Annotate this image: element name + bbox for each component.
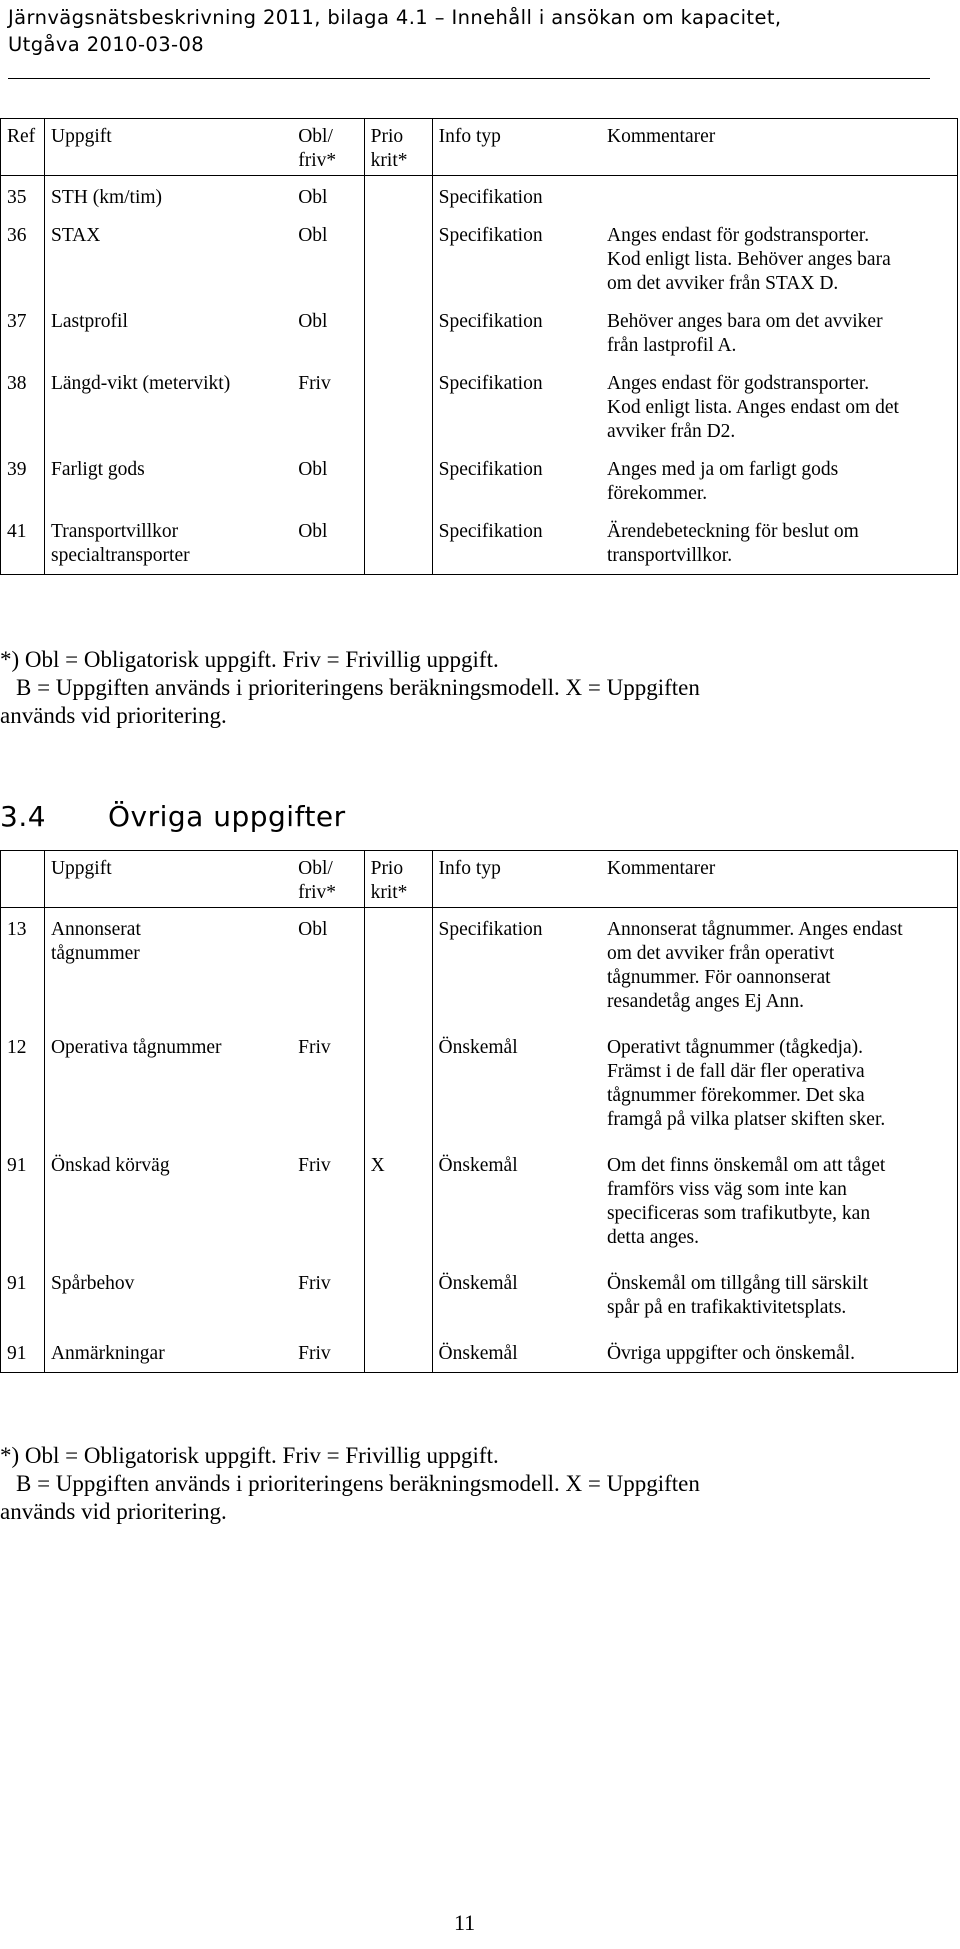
cell-kommentar-line: om det avviker från operativt [606,943,835,964]
cell-kommentar-line: förekommer. [606,483,708,504]
cell-info-text: Specifikation [438,187,543,208]
cell-info-text: Önskemål [438,1037,518,1058]
cell-obl [292,300,364,362]
running-header-line-2: Utgåva 2010-03-08 [8,33,205,56]
column-header-ref-text: Ref [7,126,36,147]
column-header-info [432,119,587,176]
cell-prio-text: X [370,1155,385,1176]
column-header-ref [1,119,45,176]
cell-obl-text: Obl [298,187,328,208]
cell-uppgift-line: Lastprofil [50,311,128,332]
cell-kommentar [587,448,958,510]
cell-kommentar-line: Behöver anges bara om det avviker [606,311,883,332]
cell-kommentar [587,362,958,448]
footnote-1 [0,646,950,730]
column-header-prio [364,851,432,908]
cell-kommentar-line: framgå på vilka platser skiften sker. [606,1109,886,1130]
cell-kommentar-line: resandetåg anges Ej Ann. [606,991,805,1012]
cell-uppgift-line: specialtransporter [50,545,190,566]
cell-uppgift [44,510,292,575]
cell-info [432,1332,587,1373]
cell-obl-text: Friv [298,373,331,394]
cell-obl [292,214,364,300]
cell-ref [1,1332,45,1373]
cell-kommentar-line: Annonserat tågnummer. Anges endast [606,919,903,940]
table-row [1,300,958,362]
section-title: Övriga uppgifter [108,800,346,833]
cell-ref-text: 36 [7,225,27,246]
cell-uppgift-line: Önskad körväg [50,1155,170,1176]
column-header-info-text: Info typ [438,126,501,147]
cell-kommentar-line: detta anges. [606,1227,699,1248]
cell-obl [292,908,364,1027]
table-row [1,176,958,215]
cell-ref [1,448,45,510]
cell-uppgift [44,1332,292,1373]
column-header-kommentarer [587,851,958,908]
cell-uppgift [44,1026,292,1144]
table-header-row [1,119,958,176]
cell-kommentar-line: Kod enligt lista. Anges endast om det [606,397,899,418]
cell-obl [292,1262,364,1332]
cell-info [432,1144,587,1262]
cell-kommentar-line: avviker från D2. [606,421,736,442]
table-header-row [1,851,958,908]
cell-info [432,510,587,575]
cell-obl [292,176,364,215]
cell-info-text: Specifikation [438,459,543,480]
cell-kommentar [587,1026,958,1144]
cell-prio [364,1262,432,1332]
column-header-ref [1,851,45,908]
cell-info-text: Önskemål [438,1273,518,1294]
column-header-prio-line-1: Prio [370,126,404,147]
cell-kommentar [587,510,958,575]
cell-ref [1,214,45,300]
cell-ref-text: 91 [7,1155,27,1176]
cell-ref-text: 39 [7,459,27,480]
section-heading [0,800,346,834]
table-row [1,1026,958,1144]
cell-ref [1,1144,45,1262]
header-rule [8,78,930,79]
cell-uppgift [44,448,292,510]
cell-kommentar [587,908,958,1027]
cell-info-text: Specifikation [438,311,543,332]
cell-kommentar [587,1262,958,1332]
cell-obl-text: Obl [298,521,328,542]
table-row [1,362,958,448]
cell-prio [364,362,432,448]
page-number: 11 [454,1910,476,1935]
column-header-info [432,851,587,908]
column-header-info-text: Info typ [438,858,501,879]
cell-uppgift-line: Anmärkningar [50,1343,165,1364]
cell-prio [364,908,432,1027]
cell-info-text: Specifikation [438,521,543,542]
cell-uppgift [44,176,292,215]
cell-kommentar-line: tågnummer förekommer. Det ska [606,1085,865,1106]
cell-kommentar-line: tågnummer. För oannonserat [606,967,831,988]
cell-ref-text: 13 [7,919,27,940]
cell-kommentar-line: Anges endast för godstransporter. [606,225,870,246]
table-row [1,1332,958,1373]
cell-uppgift [44,362,292,448]
cell-info [432,214,587,300]
cell-uppgift-line: Annonserat [50,919,141,940]
cell-ref-text: 91 [7,1273,27,1294]
cell-prio [364,214,432,300]
column-header-uppgift-text: Uppgift [50,126,112,147]
column-header-kommentarer-text: Kommentarer [606,858,716,879]
cell-ref [1,300,45,362]
column-header-uppgift-text: Uppgift [50,858,112,879]
cell-uppgift [44,300,292,362]
column-header-obl [292,119,364,176]
cell-kommentar [587,300,958,362]
cell-prio [364,1026,432,1144]
cell-kommentar-line: Ärendebeteckning för beslut om [606,521,859,542]
column-header-prio [364,119,432,176]
cell-obl-text: Obl [298,311,328,332]
cell-obl-text: Obl [298,459,328,480]
cell-uppgift-line: Längd-vikt (metervikt) [50,373,231,394]
table-row [1,1262,958,1332]
running-header-line-1: Järnvägsnätsbeskrivning 2011, bilaga 4.1 – Innehåll i ansökan om kapacitet, [8,6,782,29]
cell-uppgift-line: Spårbehov [50,1273,135,1294]
cell-ref [1,908,45,1027]
running-header [8,4,948,58]
cell-uppgift [44,214,292,300]
cell-ref-text: 37 [7,311,27,332]
cell-obl [292,448,364,510]
cell-obl-text: Friv [298,1273,331,1294]
cell-kommentar [587,176,958,215]
cell-ref [1,362,45,448]
cell-ref [1,1262,45,1332]
attributes-table [0,118,958,575]
footnote-2 [0,1442,950,1526]
column-header-kommentarer [587,119,958,176]
footnote-2-line-1: *) Obl = Obligatorisk uppgift. Friv = Frivillig uppgift. [0,1443,499,1468]
cell-info-text: Önskemål [438,1343,518,1364]
cell-kommentar-line: Övriga uppgifter och önskemål. [606,1343,855,1364]
cell-uppgift-line: STAX [50,225,101,246]
cell-info-text: Specifikation [438,225,543,246]
table-row [1,908,958,1027]
cell-obl-text: Friv [298,1343,331,1364]
cell-info-text: Specifikation [438,919,543,940]
cell-obl-text: Friv [298,1155,331,1176]
cell-ref-text: 38 [7,373,27,394]
cell-kommentar-line: Operativt tågnummer (tågkedja). [606,1037,864,1058]
table-row [1,214,958,300]
cell-ref [1,1026,45,1144]
column-header-prio-line-2: krit* [370,150,408,171]
column-header-obl-line-2: friv* [298,150,337,171]
cell-kommentar-line: Anges med ja om farligt gods [606,459,839,480]
cell-uppgift [44,908,292,1027]
cell-obl-text: Friv [298,1037,331,1058]
cell-info [432,908,587,1027]
cell-obl [292,1332,364,1373]
cell-uppgift-line: tågnummer [50,943,140,964]
cell-obl-text: Obl [298,225,328,246]
cell-prio [364,1144,432,1262]
section-number: 3.4 [0,800,47,833]
column-header-prio-line-1: Prio [370,858,404,879]
cell-obl [292,1026,364,1144]
column-header-obl-line-1: Obl/ [298,858,333,879]
column-header-obl [292,851,364,908]
cell-ref-text: 35 [7,187,27,208]
cell-kommentar-line: om det avviker från STAX D. [606,273,839,294]
cell-obl [292,362,364,448]
cell-ref-text: 41 [7,521,27,542]
column-header-obl-line-2: friv* [298,882,337,903]
cell-prio [364,300,432,362]
table-row [1,510,958,575]
column-header-ref-text [7,857,38,907]
cell-kommentar-line: specificeras som trafikutbyte, kan [606,1203,871,1224]
table-row [1,448,958,510]
cell-ref-text: 91 [7,1343,27,1364]
cell-uppgift-line: Transportvillkor [50,521,179,542]
cell-kommentar-line: Om det finns önskemål om att tåget [606,1155,886,1176]
footnote-1-line-2: B = Uppgiften används i prioriteringens beräkningsmodell. X = Uppgiften [16,675,700,700]
cell-prio [364,510,432,575]
cell-kommentar-line: från lastprofil A. [606,335,737,356]
column-header-uppgift [44,119,292,176]
cell-kommentar-line: transportvillkor. [606,545,733,566]
cell-info [432,176,587,215]
cell-kommentar-line: Kod enligt lista. Behöver anges bara [606,249,891,270]
column-header-kommentarer-text: Kommentarer [606,126,716,147]
cell-ref [1,510,45,575]
column-header-obl-line-1: Obl/ [298,126,333,147]
cell-prio [364,448,432,510]
cell-info-text: Specifikation [438,373,543,394]
column-header-prio-line-2: krit* [370,882,408,903]
cell-info [432,1026,587,1144]
cell-kommentar [587,1332,958,1373]
footnote-2-line-2: B = Uppgiften används i prioriteringens beräkningsmodell. X = Uppgiften [16,1471,700,1496]
cell-ref [1,176,45,215]
cell-obl [292,510,364,575]
cell-info [432,448,587,510]
cell-obl-text: Obl [298,919,328,940]
cell-uppgift-line: STH (km/tim) [50,187,163,208]
cell-ref-text: 12 [7,1037,27,1058]
cell-uppgift-line: Operativa tågnummer [50,1037,222,1058]
cell-uppgift [44,1262,292,1332]
cell-prio [364,176,432,215]
cell-kommentar [587,214,958,300]
cell-kommentar-line: framförs viss väg som inte kan [606,1179,847,1200]
footnote-2-line-3: används vid prioritering. [0,1499,227,1524]
table-row [1,1144,958,1262]
cell-kommentar-line: spår på en trafikaktivitetsplats. [606,1297,847,1318]
cell-obl [292,1144,364,1262]
footnote-1-line-1: *) Obl = Obligatorisk uppgift. Friv = Frivillig uppgift. [0,647,499,672]
cell-info [432,1262,587,1332]
cell-info [432,300,587,362]
cell-uppgift [44,1144,292,1262]
cell-uppgift-line: Farligt gods [50,459,145,480]
cell-info [432,362,587,448]
footnote-1-line-3: används vid prioritering. [0,703,227,728]
cell-kommentar-line: Främst i de fall där fler operativa [606,1061,865,1082]
cell-prio [364,1332,432,1373]
cell-info-text: Önskemål [438,1155,518,1176]
cell-kommentar [587,1144,958,1262]
cell-kommentar-line: Anges endast för godstransporter. [606,373,870,394]
cell-kommentar-line: Önskemål om tillgång till särskilt [606,1273,868,1294]
column-header-uppgift [44,851,292,908]
other-attributes-table [0,850,958,1373]
